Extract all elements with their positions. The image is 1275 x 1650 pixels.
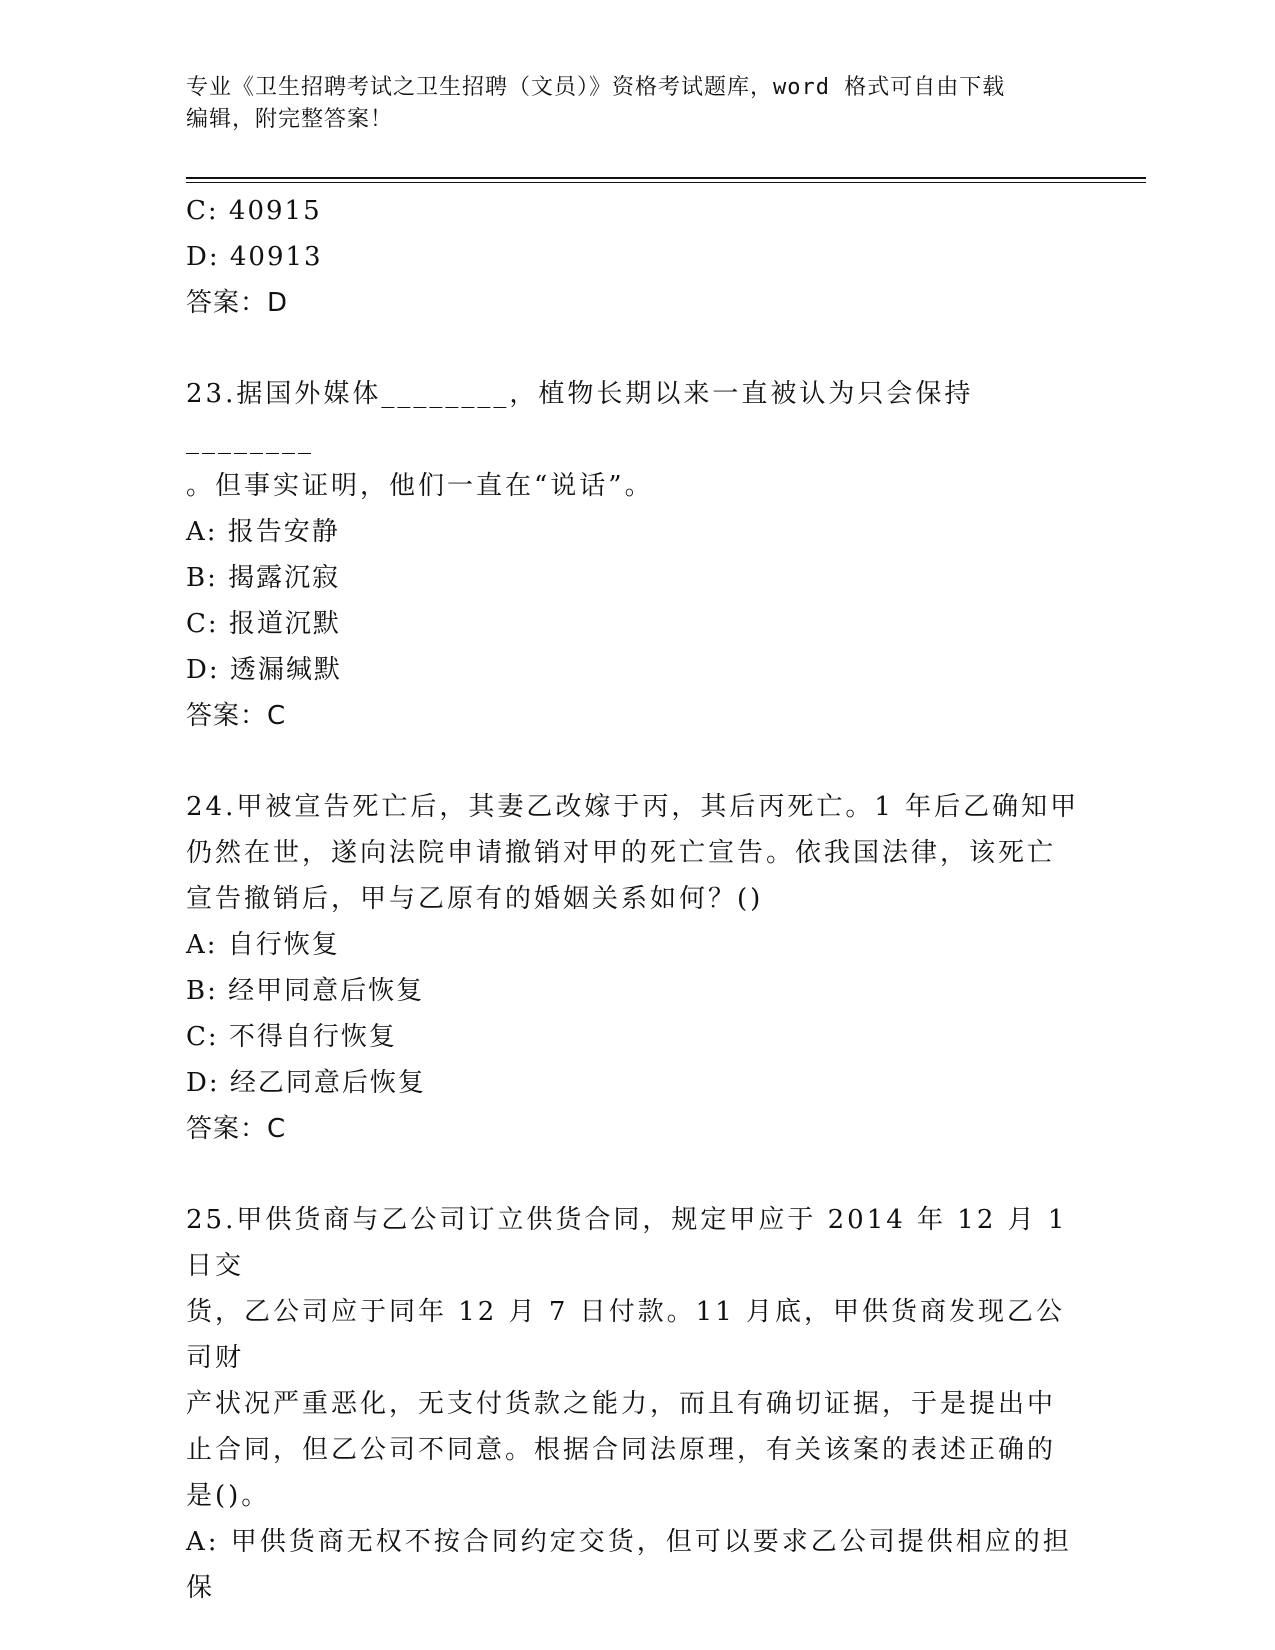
option-d: D: 经乙同意后恢复 [186,1068,426,1098]
question-text-line: 宣告撤销后，甲与乙原有的婚姻关系如何？() [186,884,764,914]
question-text-line: 仍然在世，遂向法院申请撤销对甲的死亡宣告。依我国法律，该死亡 [186,838,1057,868]
question-text-line: 产状况严重恶化，无支付货款之能力，而且有确切证据，于是提出中 [186,1389,1057,1419]
option-a: A: 自行恢复 [186,930,340,960]
question-text-line: 24.甲被宣告死亡后，其妻乙改嫁于丙，其后丙死亡。1 年后乙确知甲 [186,792,1080,822]
answer-line: 答案：D [186,288,289,318]
answer-line: 答案：C [186,1114,287,1144]
option-a: A: 报告安静 [186,517,340,547]
question-content [186,188,1086,1611]
question-text-line: 25.甲供货商与乙公司订立供货合同，规定甲应于 2014 年 12 月 1 日交 [186,1205,1068,1281]
option-b: B: 揭露沉寂 [186,563,341,593]
option-c: C: 40915 [186,196,322,226]
previous-question-tail [186,188,1086,326]
option-a: A: 甲供货商无权不按合同约定交货，但可以要求乙公司提供相应的担 [186,1527,1072,1557]
question-24 [186,784,1086,1152]
question-text-line: 止合同，但乙公司不同意。根据合同法原理，有关该案的表述正确的 [186,1435,1057,1465]
question-25 [186,1197,1086,1611]
header-line-1: 专业《卫生招聘考试之卫生招聘（文员）》资格考试题库，word 格式可自由下载 [186,75,1006,100]
question-23 [186,371,1086,739]
header-divider-thin [186,182,1146,183]
question-text-line: 23.据国外媒体________，植物长期以来一直被认为只会保持________ [186,379,974,455]
option-c: C: 报道沉默 [186,609,341,639]
header-line-2: 编辑，附完整答案！ [186,107,394,132]
header-divider-thick [186,177,1146,179]
page-header [186,72,1086,136]
option-c: C: 不得自行恢复 [186,1022,397,1052]
question-text-line: 是()。 [186,1481,271,1511]
question-text-line: 。但事实证明，他们一直在“说话”。 [186,471,654,501]
option-b: B: 经甲同意后恢复 [186,976,425,1006]
option-a-continuation: 保 [186,1573,216,1603]
answer-line: 答案：C [186,701,287,731]
question-text-line: 货，乙公司应于同年 12 月 7 日付款。11 月底，甲供货商发现乙公司财 [186,1297,1066,1373]
option-d: D: 透漏缄默 [186,655,342,685]
option-d: D: 40913 [186,242,323,272]
